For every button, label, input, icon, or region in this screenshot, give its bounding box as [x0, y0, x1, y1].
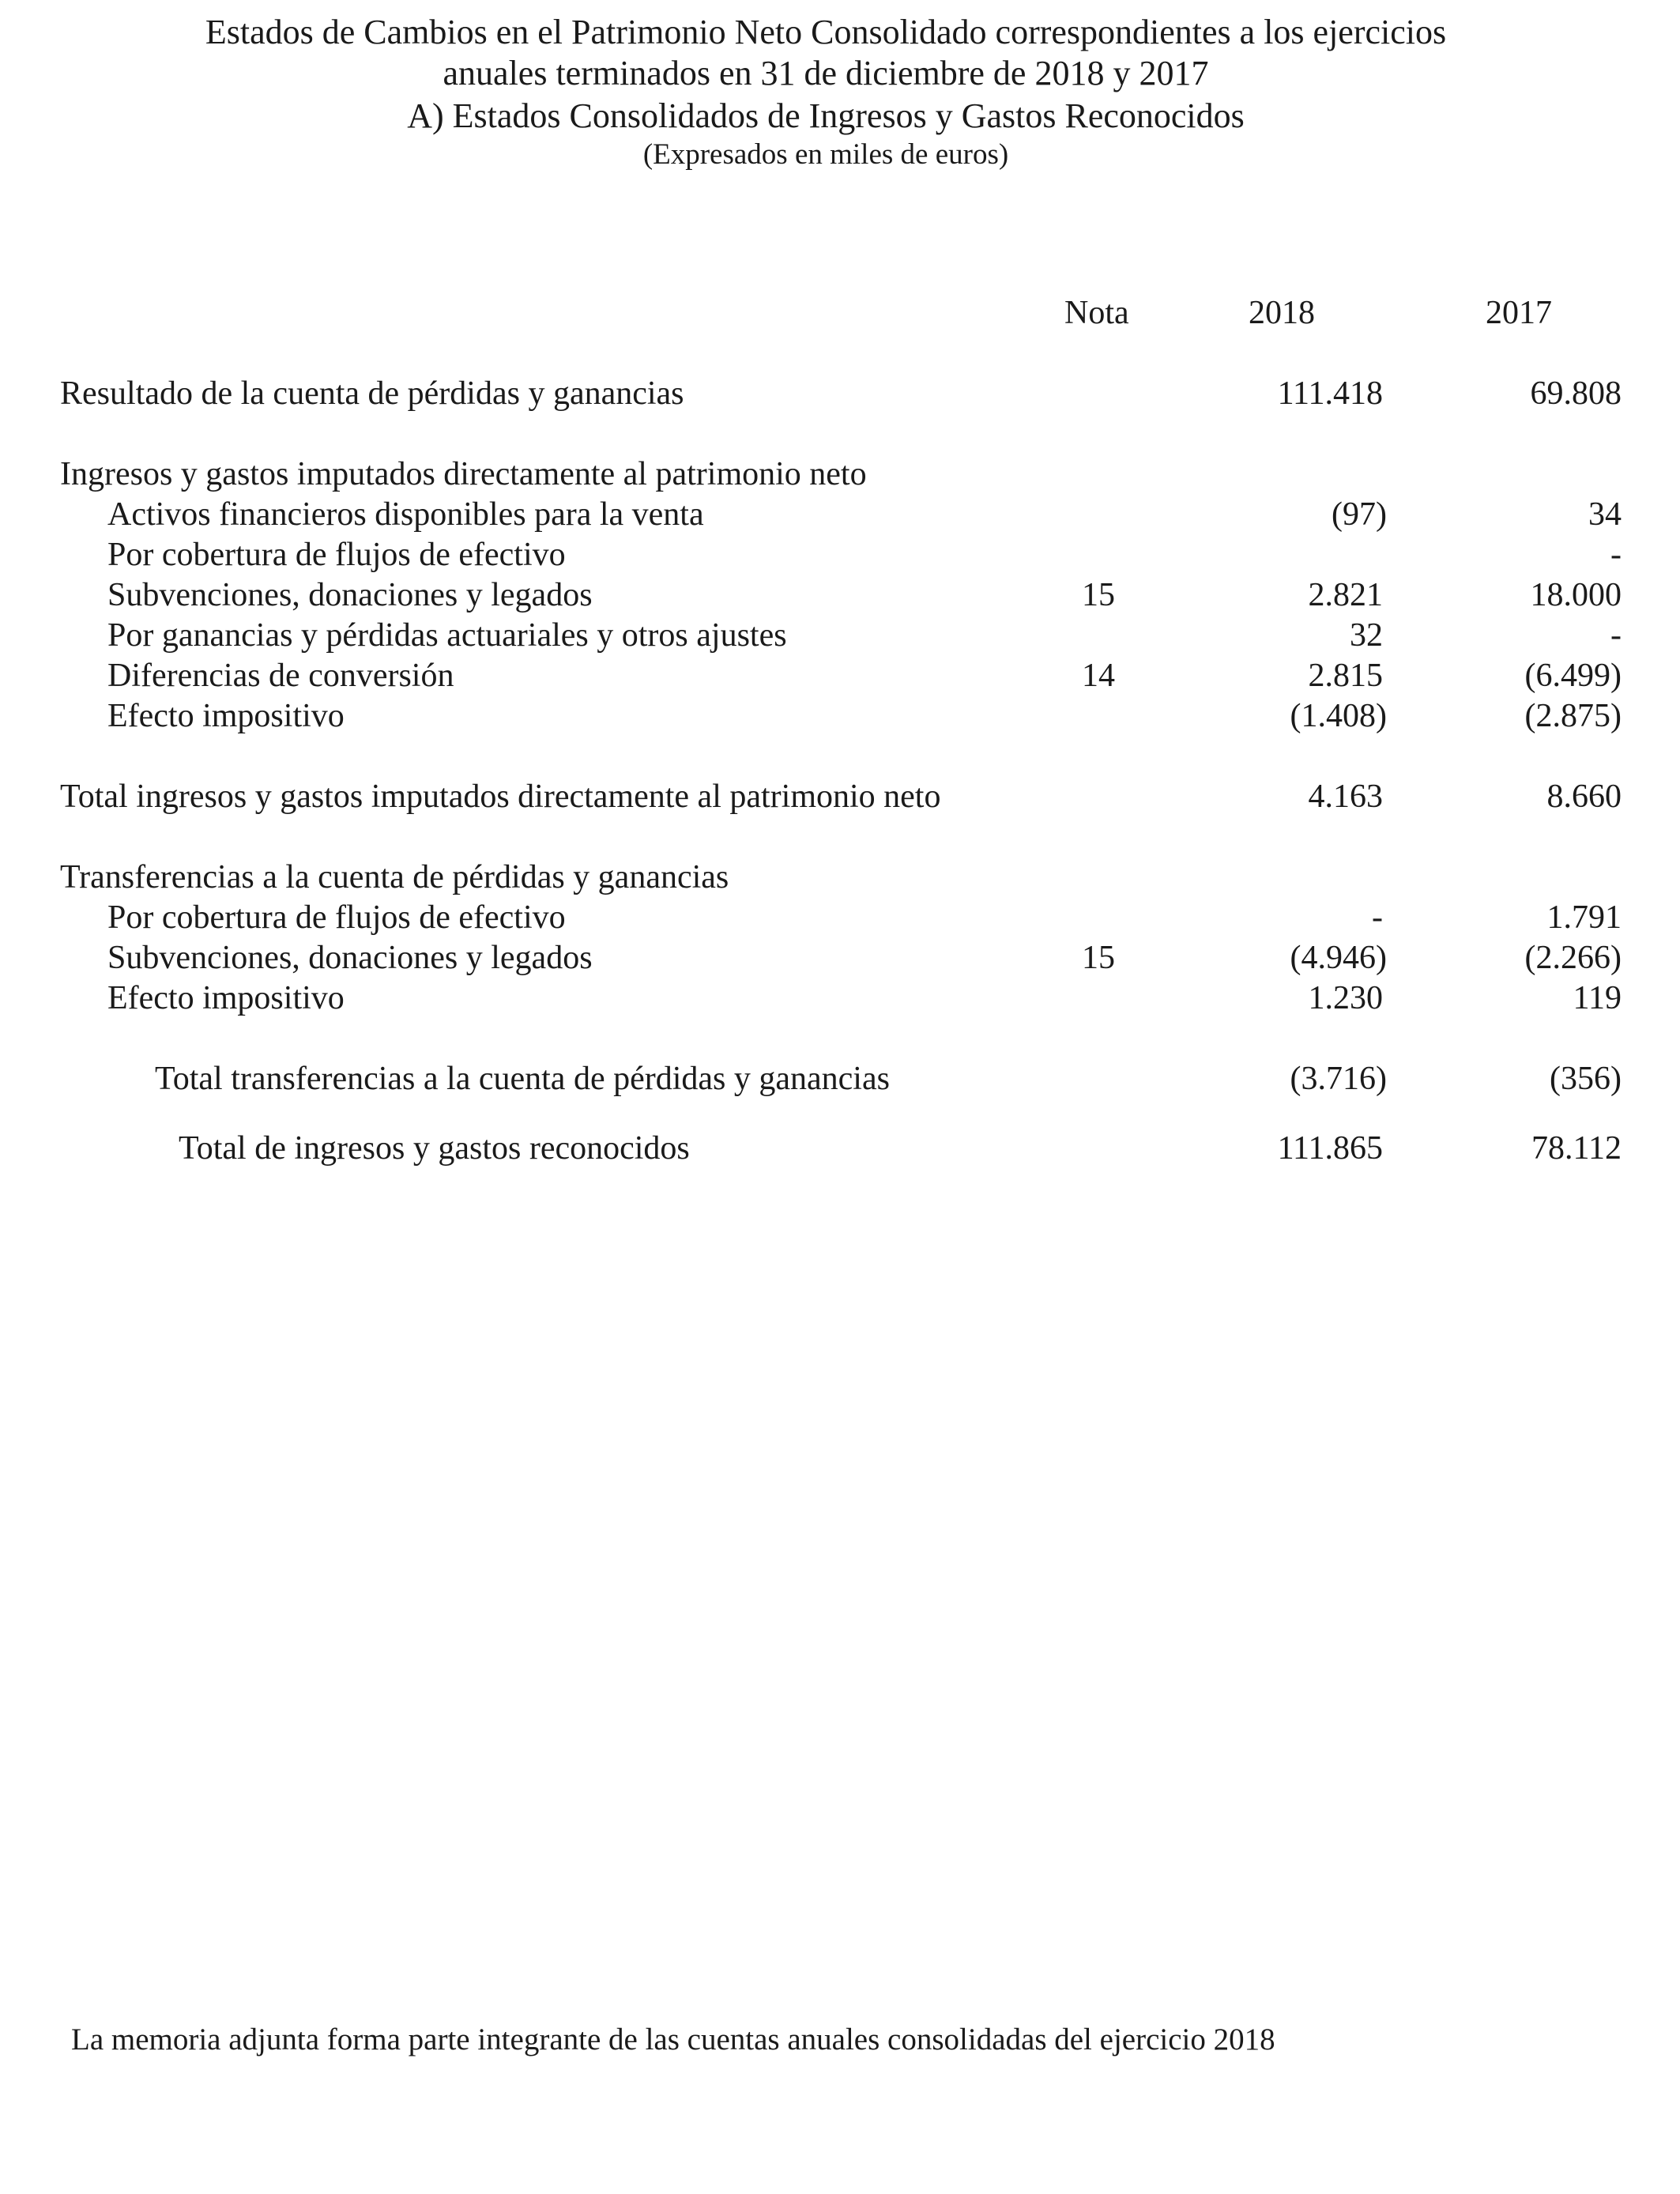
- value-2017: 1.791: [1546, 899, 1622, 936]
- table-row: [0, 534, 1680, 575]
- section-heading: [0, 454, 1680, 495]
- row-nota: 14: [1082, 658, 1115, 694]
- value-2018: 1.230: [1308, 980, 1383, 1016]
- row-label: Por cobertura de flujos de efectivo: [107, 899, 566, 936]
- row-label: Total de ingresos y gastos reconocidos: [179, 1130, 690, 1167]
- value-2018: (1.408): [1290, 698, 1387, 734]
- title-line-1: Estados de Cambios en el Patrimonio Neto Consolidado correspondientes a los ejercicios: [205, 13, 1447, 51]
- value-2017: 34: [1588, 496, 1622, 533]
- value-2017: 69.808: [1530, 375, 1622, 412]
- value-2017: -: [1610, 617, 1622, 654]
- row-label: Subvenciones, donaciones y legados: [107, 577, 593, 613]
- value-2017: -: [1610, 537, 1622, 573]
- column-header-row: [0, 292, 1680, 334]
- row-label: Efecto impositivo: [107, 980, 345, 1016]
- value-2018: (3.716): [1290, 1061, 1387, 1097]
- value-2017: 8.660: [1546, 778, 1622, 815]
- row-label: Total ingresos y gastos imputados directamente al patrimonio neto: [60, 778, 941, 815]
- column-header-2017: 2017: [1486, 295, 1552, 331]
- value-2017: (2.875): [1524, 698, 1622, 734]
- value-2018: (97): [1332, 496, 1387, 533]
- table-row: [0, 373, 1680, 414]
- value-2018: 4.163: [1308, 778, 1383, 815]
- table-row: [0, 615, 1680, 656]
- section-heading: [0, 857, 1680, 898]
- row-label: Activos financieros disponibles para la venta: [107, 496, 704, 533]
- table-row: [0, 897, 1680, 938]
- value-2018: 32: [1350, 617, 1383, 654]
- column-header-2018: 2018: [1249, 295, 1315, 331]
- table-row: [0, 494, 1680, 535]
- row-label: Resultado de la cuenta de pérdidas y ganancias: [60, 375, 684, 412]
- row-nota: 15: [1082, 577, 1115, 613]
- value-2018: 111.418: [1277, 375, 1383, 412]
- row-nota: 15: [1082, 940, 1115, 976]
- row-label: Por ganancias y pérdidas actuariales y otros ajustes: [107, 617, 787, 654]
- table-row: [0, 655, 1680, 696]
- row-label: Diferencias de conversión: [107, 658, 454, 694]
- value-2017: (2.266): [1524, 940, 1622, 976]
- footer-note: La memoria adjunta forma parte integrante de las cuentas anuales consolidadas del ejercicio 2018: [71, 2022, 1275, 2056]
- row-label: Efecto impositivo: [107, 698, 345, 734]
- value-2018: (4.946): [1290, 940, 1387, 976]
- row-label: Subvenciones, donaciones y legados: [107, 940, 593, 976]
- table-row: [0, 937, 1680, 978]
- value-2018: 2.821: [1308, 577, 1383, 613]
- value-2017: (6.499): [1524, 658, 1622, 694]
- value-2018: 111.865: [1277, 1130, 1383, 1167]
- table-row: [0, 575, 1680, 616]
- units-subtitle: (Expresados en miles de euros): [642, 138, 1009, 171]
- value-2018: 2.815: [1308, 658, 1383, 694]
- value-2017: (356): [1550, 1061, 1622, 1097]
- row-label: Total transferencias a la cuenta de pérdidas y ganancias: [155, 1061, 890, 1097]
- title-line-2: anuales terminados en 31 de diciembre de 2018 y 2017: [443, 54, 1209, 92]
- title-line-3: A) Estados Consolidados de Ingresos y Gastos Reconocidos: [407, 96, 1245, 135]
- row-label: Por cobertura de flujos de efectivo: [107, 537, 566, 573]
- value-2018: -: [1372, 899, 1383, 936]
- total-row: [0, 1058, 1680, 1099]
- column-header-nota: Nota: [1064, 295, 1129, 331]
- value-2017: 119: [1573, 980, 1622, 1016]
- value-2017: 18.000: [1530, 577, 1622, 613]
- value-2017: 78.112: [1531, 1130, 1622, 1167]
- row-label: Ingresos y gastos imputados directamente al patrimonio neto: [60, 456, 867, 492]
- table-row: [0, 978, 1680, 1019]
- row-label: Transferencias a la cuenta de pérdidas y ganancias: [60, 859, 729, 895]
- total-row: [0, 776, 1680, 817]
- grand-total-row: [0, 1128, 1680, 1169]
- table-row: [0, 696, 1680, 737]
